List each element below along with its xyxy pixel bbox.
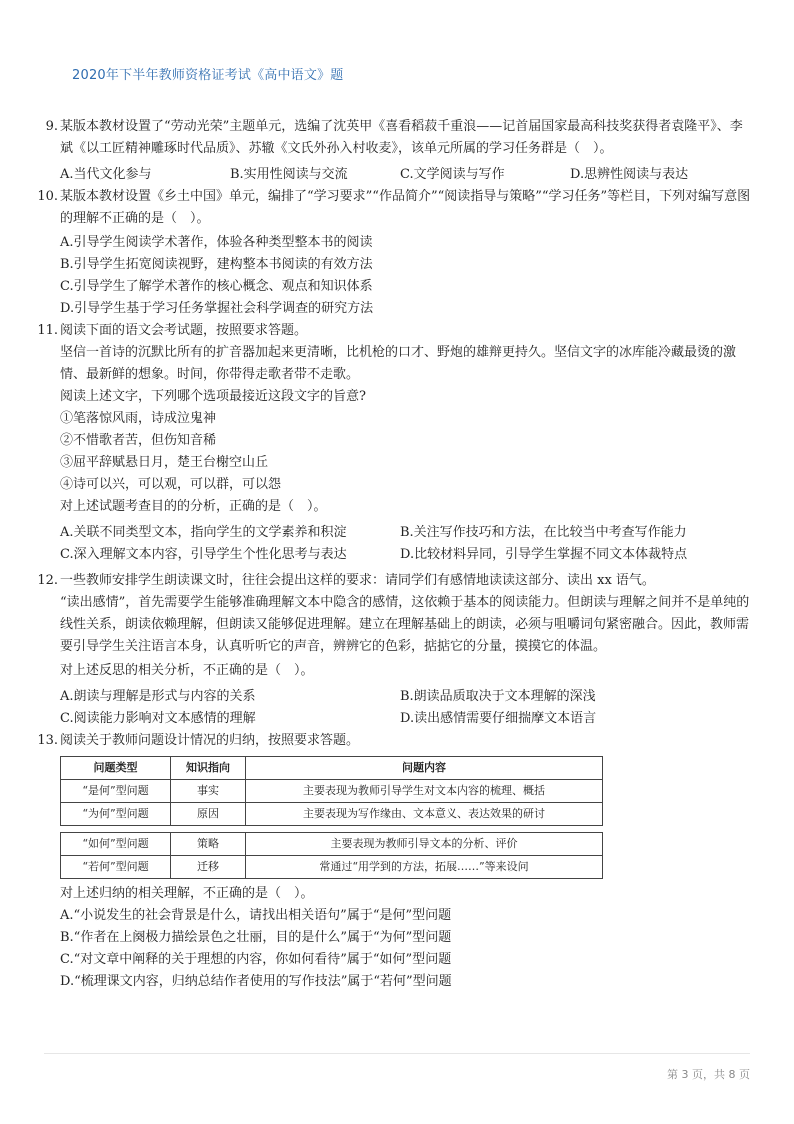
question-10-options — [34, 232, 754, 320]
question-number: 12. — [37, 573, 58, 588]
question-stem: 阅读下面的语文会考试题，按照要求答题。 — [60, 323, 308, 338]
question-stem: 阅读关于教师问题设计情况的归纳，按照要求答题。 — [60, 733, 360, 748]
question-stem: 某版本教材设置了“劳动光荣”主题单元，选编了沈英甲《喜看稻菽千重浪——记首届国家最高科技奖获得者袁隆平》、李斌《以工匠精神雕琢时代品质》、苏辙《文氏外孙入村收麦》，该单元所属的学习任务群是（ ）。 — [60, 119, 743, 156]
option-a: A.关联不同类型文本，指向学生的文学素养和积淀 — [60, 525, 347, 540]
table-row — [61, 803, 603, 826]
table-cell: 主要表现为教师引导学生对文本内容的梳理、概括 — [246, 780, 603, 803]
column-header: 知识指向 — [171, 757, 246, 780]
reading-passage: “读出感情”，首先需要学生能够准确理解文本中隐含的感情，这依赖于基本的阅读能力。但朗读与理解之间并不是单纯的线性关系，朗读依赖理解，但朗读又能够促进理解。建立在理解基础上的朗读，必须与咀嚼词句紧密融合。因此，教师需要引导学生关注语言本身，认真听听它的声音，辨辨它的色彩，掂掂它的分量，摸摸它的体温。 — [60, 595, 750, 654]
option-d: D.引导学生基于学习任务掌握社会科学调查的研究方法 — [60, 301, 374, 316]
option-a: A.“小说发生的社会背景是什么，请找出相关语句”属于“是何”型问题 — [60, 908, 452, 923]
table-cell: “为何”型问题 — [61, 803, 171, 826]
table-cell: 常通过“用学到的方法，拓展……”等来设问 — [246, 856, 603, 879]
table-cell: 主要表现为写作缘由、文本意义、表达效果的研讨 — [246, 803, 603, 826]
sub-question: 对上述试题考查目的的分析，正确的是（ ）。 — [60, 499, 327, 514]
option-c: C.文学阅读与写作 — [400, 167, 505, 182]
question-12-options — [34, 686, 754, 730]
option-c: C.引导学生了解学术著作的核心概念、观点和知识体系 — [60, 279, 373, 294]
option-c: C.深入理解文本内容，引导学生个性化思考与表达 — [60, 547, 347, 562]
table-header-row — [61, 757, 603, 780]
option-a: A.引导学生阅读学术著作，体验各种类型整本书的阅读 — [60, 235, 373, 250]
list-item: ②不惜歌者苦，但伤知音稀 — [60, 433, 217, 448]
option-a: A.朗读与理解是形式与内容的关系 — [60, 689, 256, 704]
option-a: A.当代文化参与 — [60, 167, 152, 182]
table-row — [61, 833, 603, 856]
option-d: D.“梳理课文内容，归纳总结作者使用的写作技法”属于“若何”型问题 — [60, 974, 452, 989]
question-number: 10. — [37, 189, 58, 204]
question-number: 13. — [37, 733, 58, 748]
option-d: D.思辨性阅读与表达 — [570, 167, 689, 182]
question-number: 9. — [45, 119, 58, 134]
table-row — [61, 856, 603, 879]
option-c: C.“对文章中阐释的关于理想的内容，你如何看待”属于“如何”型问题 — [60, 952, 452, 967]
question-9 — [34, 116, 754, 160]
reading-passage: 坚信一首诗的沉默比所有的扩音器加起来更清晰，比机枪的口才、野炮的雄辩更持久。坚信文字的冰库能冷藏最烫的激情、最新鲜的想象。时间，你带得走歌者带不走歌。 — [60, 345, 737, 382]
page-number: 第 3 页，共 8 页 — [667, 1068, 750, 1081]
table-cell: “如何”型问题 — [61, 833, 171, 856]
list-item: ④诗可以兴，可以观，可以群，可以怨 — [60, 477, 282, 492]
option-b: B.关注写作技巧和方法，在比较当中考查写作能力 — [400, 525, 687, 540]
sub-question: 对上述反思的相关分析，不正确的是（ ）。 — [60, 663, 314, 678]
option-d: D.比较材料异同，引导学生掌握不同文本体裁特点 — [400, 547, 688, 562]
question-number: 11. — [37, 323, 58, 338]
list-item: ①笔落惊风雨，诗成泣鬼神 — [60, 411, 217, 426]
footer-divider — [44, 1053, 750, 1054]
question-stem: 某版本教材设置《乡土中国》单元，编排了“学习要求”“作品简介”“阅读指导与策略”“学习任务”等栏目，下列对编写意图的理解不正确的是（ ）。 — [60, 189, 751, 226]
question-13-body — [34, 883, 754, 993]
option-b: B.朗读品质取决于文本理解的深浅 — [400, 689, 596, 704]
option-b: B.“作者在上阕极力描绘景色之壮丽，目的是什么”属于“为何”型问题 — [60, 930, 452, 945]
option-b: B.实用性阅读与交流 — [230, 167, 348, 182]
question-10 — [34, 186, 754, 230]
column-header: 问题内容 — [246, 757, 603, 780]
question-13 — [34, 730, 754, 752]
question-type-table-continued — [60, 832, 603, 879]
question-9-options — [34, 164, 754, 186]
list-item: ③屈平辞赋悬日月，楚王台榭空山丘 — [60, 455, 269, 470]
table-cell: “若何”型问题 — [61, 856, 171, 879]
question-stem: 一些教师安排学生朗读课文时，往往会提出这样的要求：请同学们有感情地读读这部分、读出 xx 语气。 — [60, 573, 655, 588]
sub-question: 对上述归纳的相关理解，不正确的是（ ）。 — [60, 886, 314, 901]
question-11-options — [34, 522, 754, 566]
table-cell: 主要表现为教师引导文本的分析、评价 — [246, 833, 603, 856]
question-type-table — [60, 756, 603, 826]
table-cell: 迁移 — [171, 856, 246, 879]
option-b: B.引导学生拓宽阅读视野，建构整本书阅读的有效方法 — [60, 257, 373, 272]
table-cell: “是何”型问题 — [61, 780, 171, 803]
document-header-title: 2020年下半年教师资格证考试《高中语文》题 — [72, 68, 344, 83]
question-11 — [34, 320, 754, 518]
table-row — [61, 780, 603, 803]
table-cell: 原因 — [171, 803, 246, 826]
sub-question: 阅读上述文字，下列哪个选项最接近这段文字的旨意? — [60, 389, 366, 404]
option-d: D.读出感情需要仔细揣摩文本语言 — [400, 711, 597, 726]
exam-content — [34, 116, 754, 993]
question-12 — [34, 570, 754, 682]
table-cell: 事实 — [171, 780, 246, 803]
option-c: C.阅读能力影响对文本感情的理解 — [60, 711, 256, 726]
table-cell: 策略 — [171, 833, 246, 856]
column-header: 问题类型 — [61, 757, 171, 780]
